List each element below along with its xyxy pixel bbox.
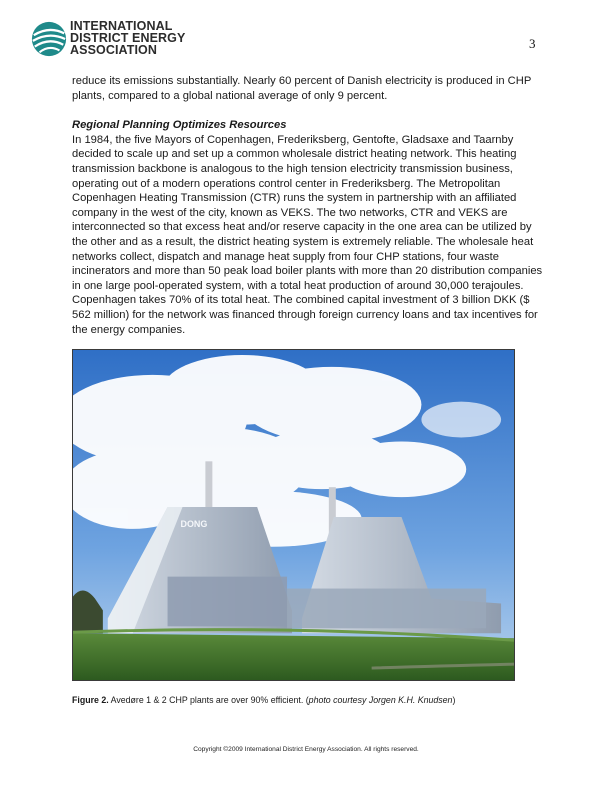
copyright-footer: Copyright ©2009 International District Energy Association. All rights reserved. <box>193 746 419 753</box>
logo-line: INTERNATIONAL <box>70 19 173 33</box>
idea-logo <box>30 18 190 62</box>
page-number: 3 <box>529 36 536 51</box>
caption-credit: photo courtesy Jorgen K.H. Knudsen <box>308 695 453 705</box>
section-heading: Regional Planning Optimizes Resources <box>72 119 287 132</box>
chp-plant-photo <box>72 349 515 681</box>
building-sign: DONG <box>180 518 208 529</box>
logo-wordmark <box>70 20 185 56</box>
caption-close: ) <box>452 695 456 705</box>
caption-text: Avedøre 1 & 2 CHP plants are over 90% efficient. ( <box>108 695 309 705</box>
globe-logo-icon <box>30 20 68 58</box>
body-content <box>72 74 544 337</box>
caption-label: Figure 2. <box>72 695 109 705</box>
intro-paragraph: reduce its emissions substantially. Nearly 60 percent of Danish electricity is produced in CHP plants, compared to a global national average of only 9 percent. <box>72 75 532 102</box>
section-paragraph: In 1984, the five Mayors of Copenhagen, Frederiksberg, Gentofte, Gladsaxe and Taarnby decided to scale up and set up a common wholesale district heating network. This heating transmission backbone is analogous to the high tension electricity transmission business, operating out of a modern operations control center in Frederiksberg. The Metropolitan Copenhagen Heating Transmission (CTR) runs the system in partnership with an affiliated company in the west of the city, known as VEKS. The two networks, CTR and VEKS are interconnected so that excess heat and/or reserve capacity in the one area can be utilized by the other and as a result, the district heating system is extremely reliable. The wholesale heat networks collect, dispatch and manage heat supply from four CHP stations, four waste incinerators and more than 50 peak load boiler plants with more than 20 distribution companies in one large pool-operated system, with a total heat production of around 30,000 terajoules. Copenhagen takes 70% of its total heat. The combined capital investment of 3 billion DKK ($ 562 million) for the network was financed through foreign currency loans and tax incentives for the energy companies. <box>72 133 543 336</box>
logo-line: ASSOCIATION <box>70 43 157 57</box>
figure-caption <box>72 694 455 706</box>
logo-line: DISTRICT ENERGY <box>70 31 186 45</box>
